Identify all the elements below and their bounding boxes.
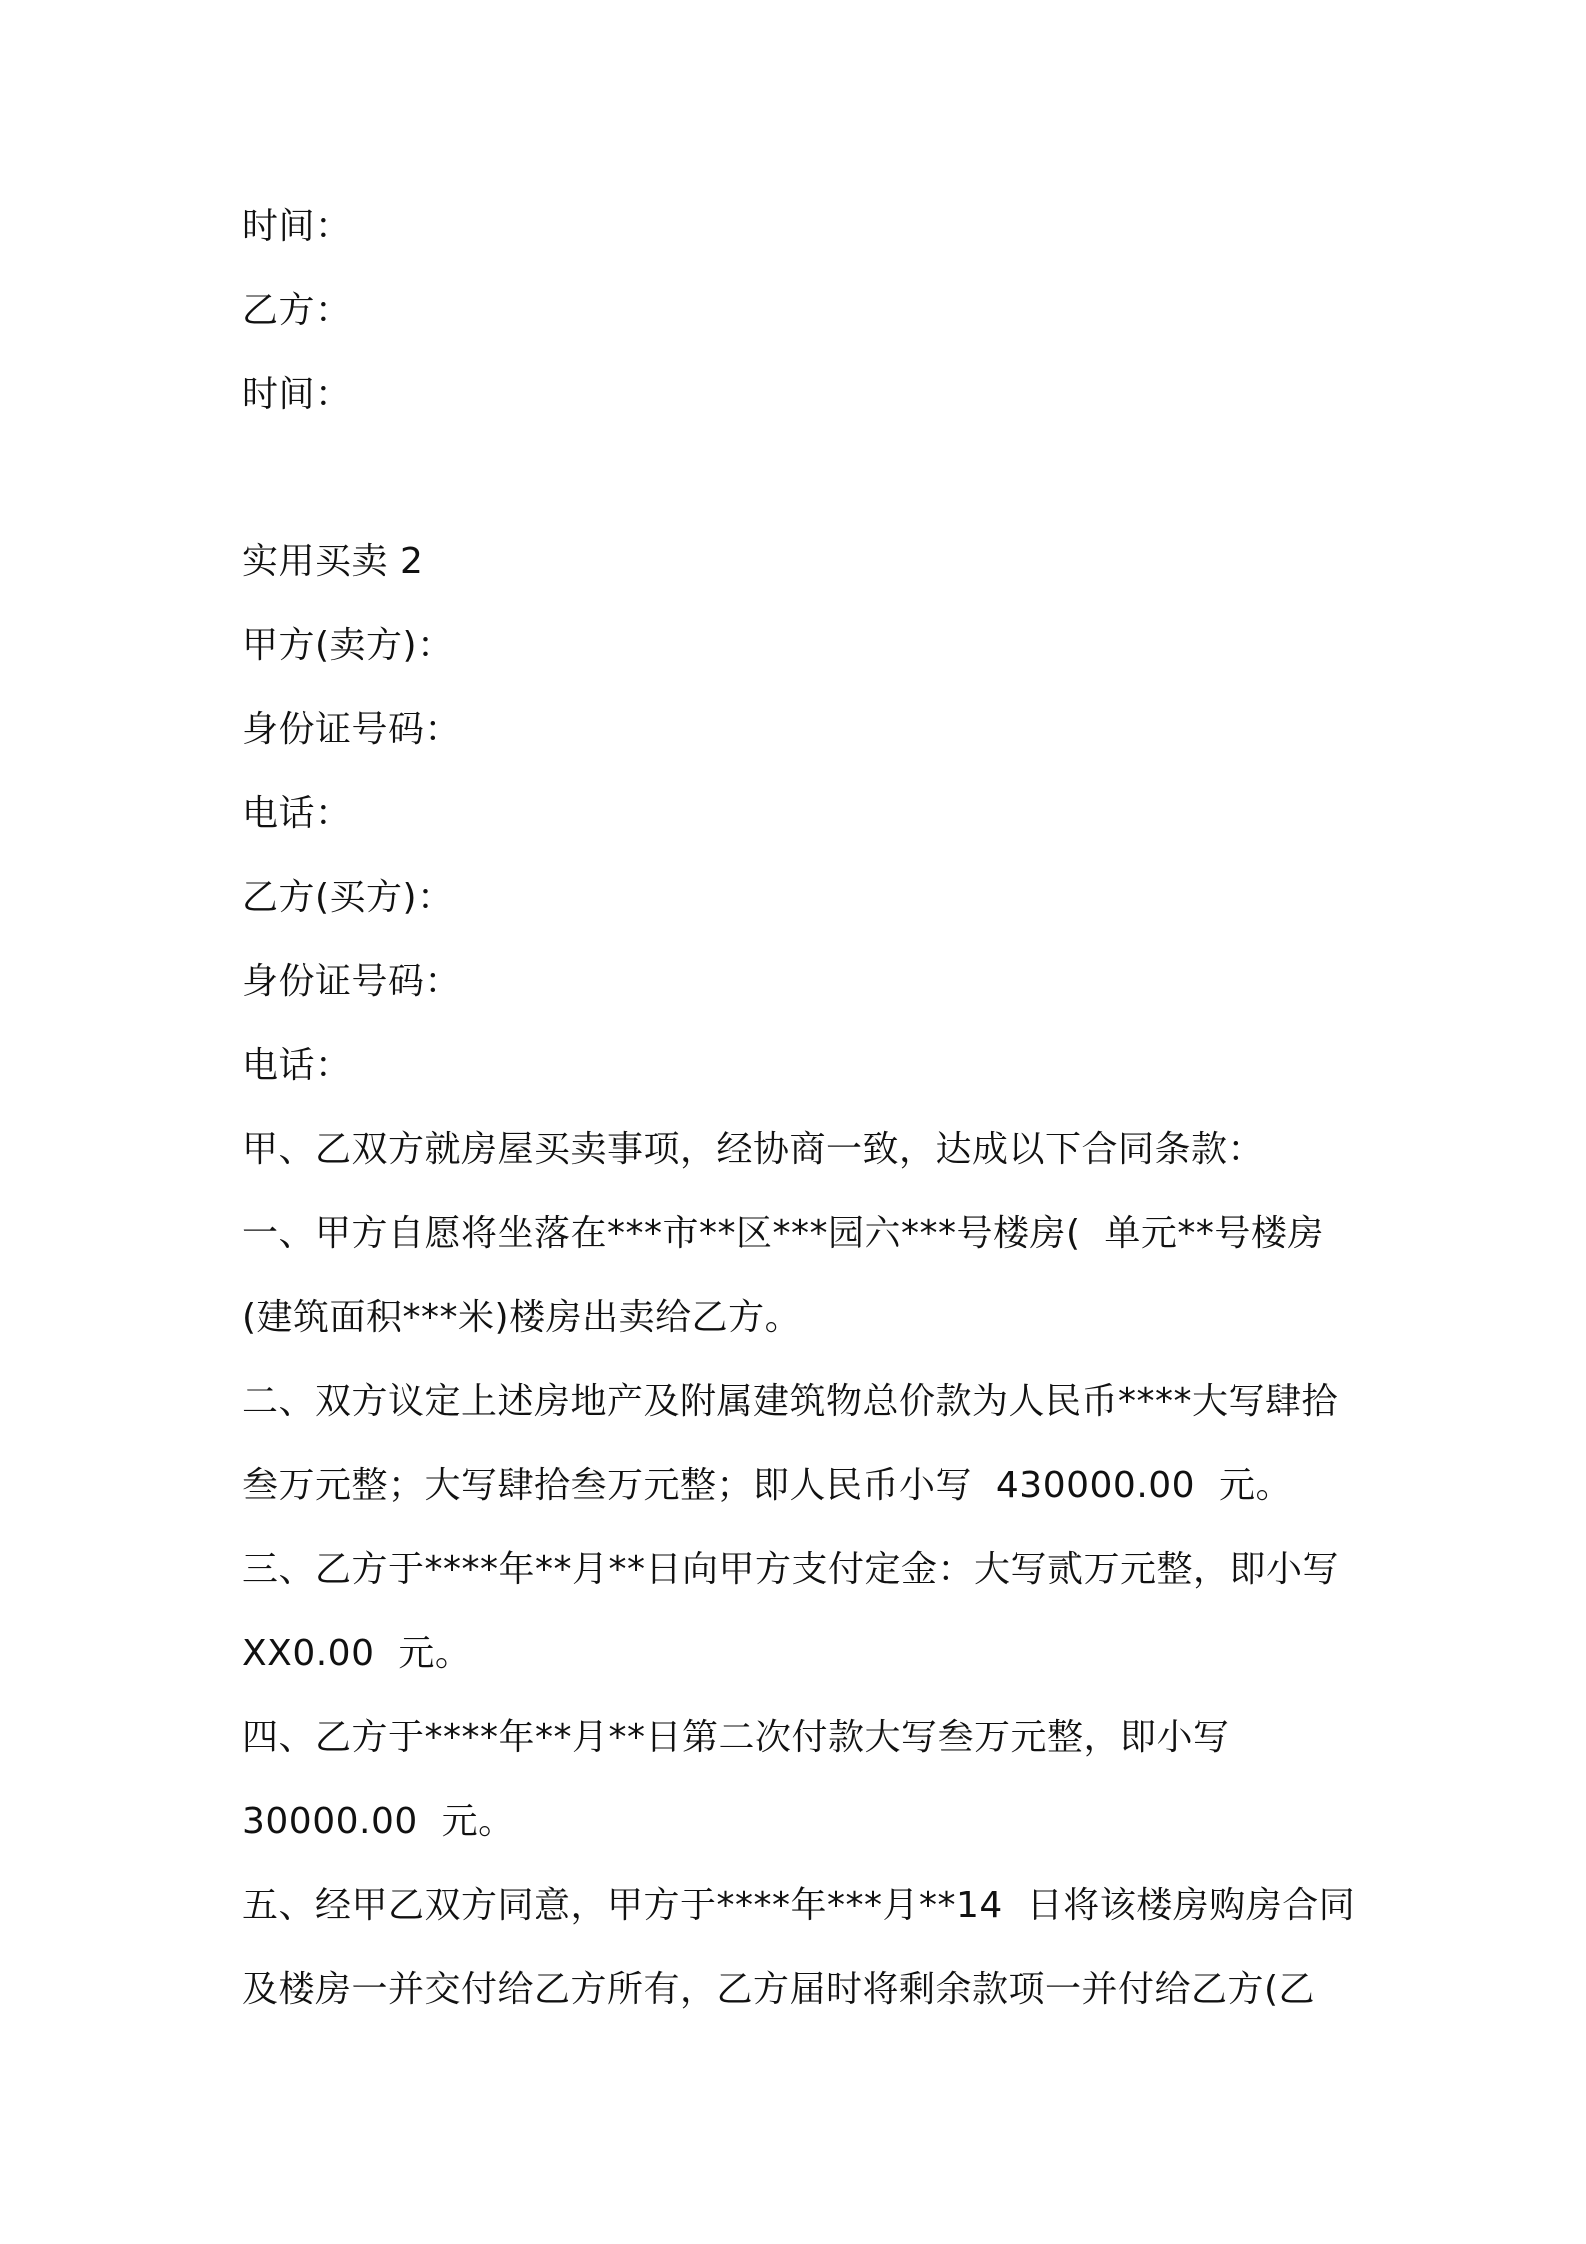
clause-5-line-2: 及楼房一并交付给乙方所有，乙方届时将剩余款项一并付给乙方(乙 — [242, 1969, 1316, 2010]
clause-2-line-1: 二、双方议定上述房地产及附属建筑物总价款为人民币****大写肆拾 — [242, 1381, 1339, 1422]
clause-2-line-2: 叁万元整；大写肆拾叁万元整；即人民币小写 430000.00 元。 — [242, 1465, 1292, 1506]
buyer-phone-label: 电话： — [242, 1045, 352, 1086]
clause-5-line-1: 五、经甲乙双方同意，甲方于****年***月**14 日将该楼房购房合同 — [242, 1885, 1356, 1926]
clause-3-line-2: XX0.00 元。 — [242, 1633, 472, 1674]
party-b-label: 乙方： — [242, 290, 352, 331]
clause-4-line-2: 30000.00 元。 — [242, 1801, 515, 1842]
clause-3-line-1: 三、乙方于****年**月**日向甲方支付定金：大写贰万元整，即小写 — [242, 1549, 1340, 1590]
contract-intro: 甲、乙双方就房屋买卖事项，经协商一致，达成以下合同条款： — [242, 1129, 1265, 1170]
clause-1-line-2: (建筑面积***米)楼房出卖给乙方。 — [242, 1297, 802, 1338]
seller-label: 甲方(卖方)： — [242, 625, 454, 666]
buyer-id-label: 身份证号码： — [242, 961, 462, 1002]
time-label-1: 时间： — [242, 206, 352, 247]
seller-phone-label: 电话： — [242, 793, 352, 834]
seller-id-label: 身份证号码： — [242, 709, 462, 750]
time-label-2: 时间： — [242, 374, 352, 415]
buyer-label: 乙方(买方)： — [242, 877, 454, 918]
section-title: 实用买卖 2 — [242, 541, 424, 582]
clause-4-line-1: 四、乙方于****年**月**日第二次付款大写叁万元整，即小写 — [242, 1717, 1230, 1758]
clause-1-line-1: 一、甲方自愿将坐落在***市**区***园六***号楼房( 单元**号楼房 — [242, 1213, 1324, 1254]
